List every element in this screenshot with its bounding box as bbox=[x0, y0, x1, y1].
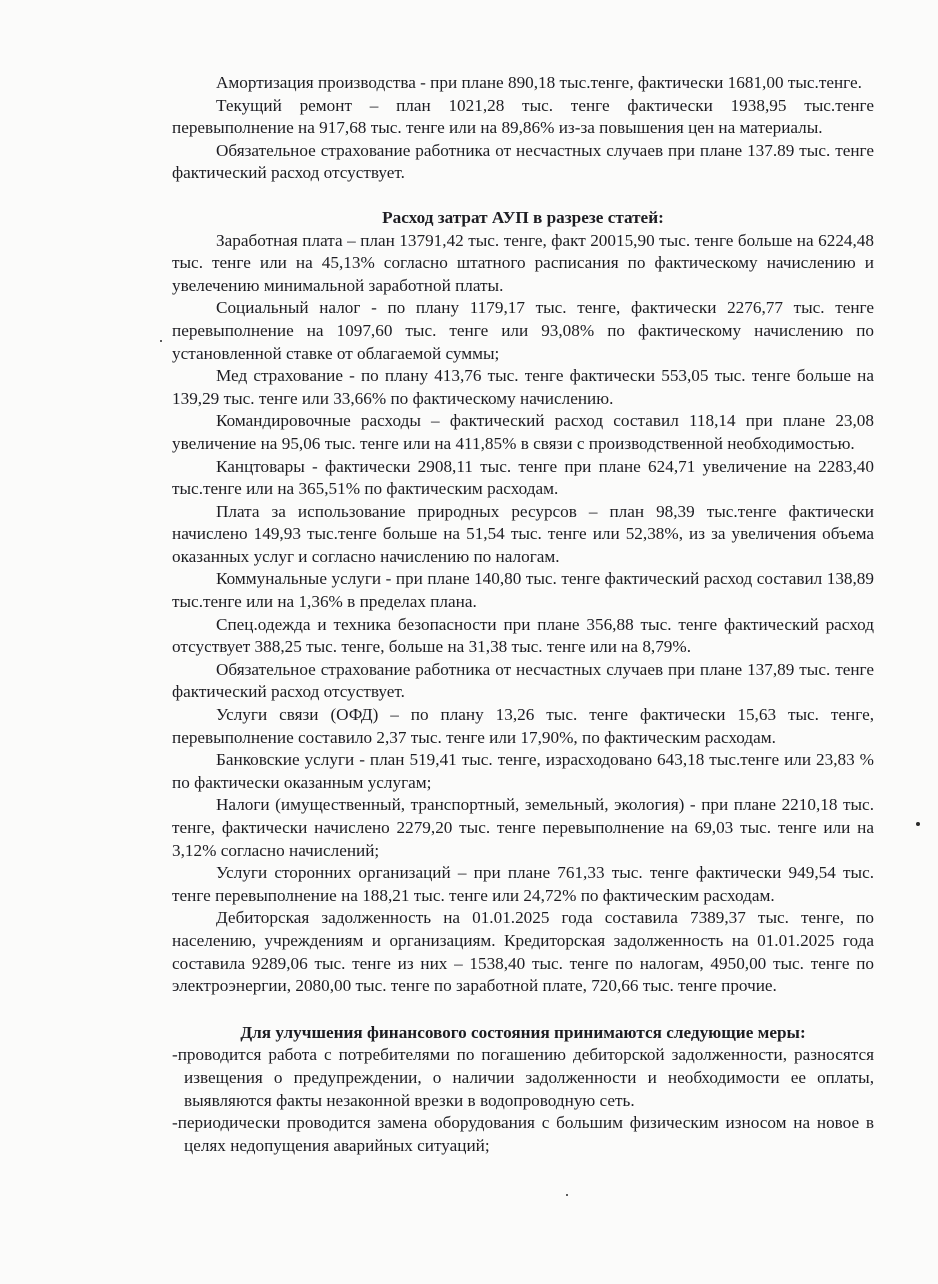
paragraph-natural-resources: Плата за использование природных ресурсов – план 98,39 тыс.тенге фактически начислено 149,93 тыс.тенге больше на 51,54 тыс. тенге или 52,38%, из за увеличения объема оказанных услуг и согласно начислению по налогам. bbox=[172, 501, 874, 566]
paragraph-third-party-services: Услуги сторонних организаций – при плане 761,33 тыс. тенге фактически 949,54 тыс. тенге перевыполнение на 188,21 тыс. тенге или 24,72% по фактическим расходам. bbox=[172, 863, 874, 905]
paragraph-stationery: Канцтовары - фактически 2908,11 тыс. тенге при плане 624,71 увеличение на 2283,40 тыс.тенге или на 365,51% по фактическим расходам. bbox=[172, 456, 874, 499]
paragraph-taxes: Налоги (имущественный, транспортный, земельный, экология) - при плане 2210,18 тыс. тенге, фактически начислено 2279,20 тыс. тенге перевыполнение на 69,03 тыс. тенге или на 3,12% согласно начислений; bbox=[172, 795, 874, 860]
paragraph-receivables-payables: Дебиторская задолженность на 01.01.2025 года составила 7389,37 тыс. тенге, по населению, учреждениям и организациям. Кредиторская задолженность на 01.01.2025 года составила 9289,06 тыс. тенге из них – 1538,40 тыс. тенге по налогам, 4950,00 тыс. тенге по электроэнергии, 2080,00 тыс. тенге по заработной плате, 720,66 тыс. тенге прочие. bbox=[172, 908, 874, 996]
paragraph-travel-expenses: Командировочные расходы – фактический расход составил 118,14 при плане 23,08 увеличение на 95,06 тыс. тенге или на 411,85% в связи с производственной необходимостью. bbox=[172, 411, 874, 453]
paragraph-medical-insurance: Мед страхование - по плану 413,76 тыс. тенге фактически 553,05 тыс. тенге больше на 139,29 тыс. тенге или 33,66% по фактическому начислению. bbox=[172, 366, 874, 408]
scan-speck bbox=[916, 822, 920, 826]
paragraph-communication: Услуги связи (ОФД) – по плану 13,26 тыс. тенге фактически 15,63 тыс. тенге, перевыполнение составило 2,37 тыс. тенге или 17,90%, по фактическим расходам. bbox=[172, 705, 874, 747]
scan-speck bbox=[160, 340, 162, 342]
heading-financial-measures: Для улучшения финансового состояния принимаются следующие меры: bbox=[240, 1022, 806, 1042]
paragraph-salary: Заработная плата – план 13791,42 тыс. тенге, факт 20015,90 тыс. тенге больше на 6224,48 тыс. тенге или на 45,13% согласно штатного расписания по фактическому начислению и увелечению минимальной заработной платы. bbox=[172, 230, 874, 295]
measure-item-debt-collection: -проводится работа с потребителями по погашению дебиторской задолженности, разносятся извещения о предупреждении, о наличии задолженности и необходимости ее оплаты, выявляются факты незаконной врезки в водопроводную сеть. bbox=[172, 1045, 874, 1110]
paragraph-amortization: Амортизация производства - при плане 890,18 тыс.тенге, фактически 1681,00 тыс.тенге. bbox=[216, 73, 862, 92]
paragraph-current-repair: Текущий ремонт – план 1021,28 тыс. тенге фактически 1938,95 тыс.тенге перевыполнение на 917,68 тыс. тенге или на 89,86% из-за повышения цен на материалы. bbox=[172, 95, 874, 138]
heading-aup-costs: Расход затрат АУП в разрезе статей: bbox=[382, 207, 664, 227]
paragraph-workwear-safety: Спец.одежда и техника безопасности при плане 356,88 тыс. тенге фактический расход отсуствует 388,25 тыс. тенге, больше на 31,38 тыс. тенге или на 8,79%. bbox=[172, 614, 874, 657]
paragraph-insurance-production: Обязательное страхование работника от несчастных случаев при плане 137.89 тыс. тенге фактический расход отсуствует. bbox=[172, 140, 874, 183]
paragraph-insurance-aup: Обязательное страхование работника от несчастных случаев при плане 137,89 тыс. тенге фактический расход отсуствует. bbox=[172, 659, 874, 702]
paragraph-utilities: Коммунальные услуги - при плане 140,80 тыс. тенге фактический расход составил 138,89 тыс.тенге или на 1,36% в пределах плана. bbox=[172, 569, 874, 612]
scan-speck bbox=[566, 1194, 568, 1196]
measure-item-equipment-replacement: -периодически проводится замена оборудования с большим физическим износом на новое в целях недопущения аварийных ситуаций; bbox=[172, 1113, 874, 1155]
paragraph-banking: Банковские услуги - план 519,41 тыс. тенге, израсходовано 643,18 тыс.тенге или 23,83 % по фактически оказанным услугам; bbox=[172, 750, 874, 792]
paragraph-social-tax: Социальный налог - по плану 1179,17 тыс. тенге, фактически 2276,77 тыс. тенге перевыполнение на 1097,60 тыс. тенге или 93,08% по фактическому начислению по установленной ставке от облагаемой суммы; bbox=[172, 298, 874, 363]
